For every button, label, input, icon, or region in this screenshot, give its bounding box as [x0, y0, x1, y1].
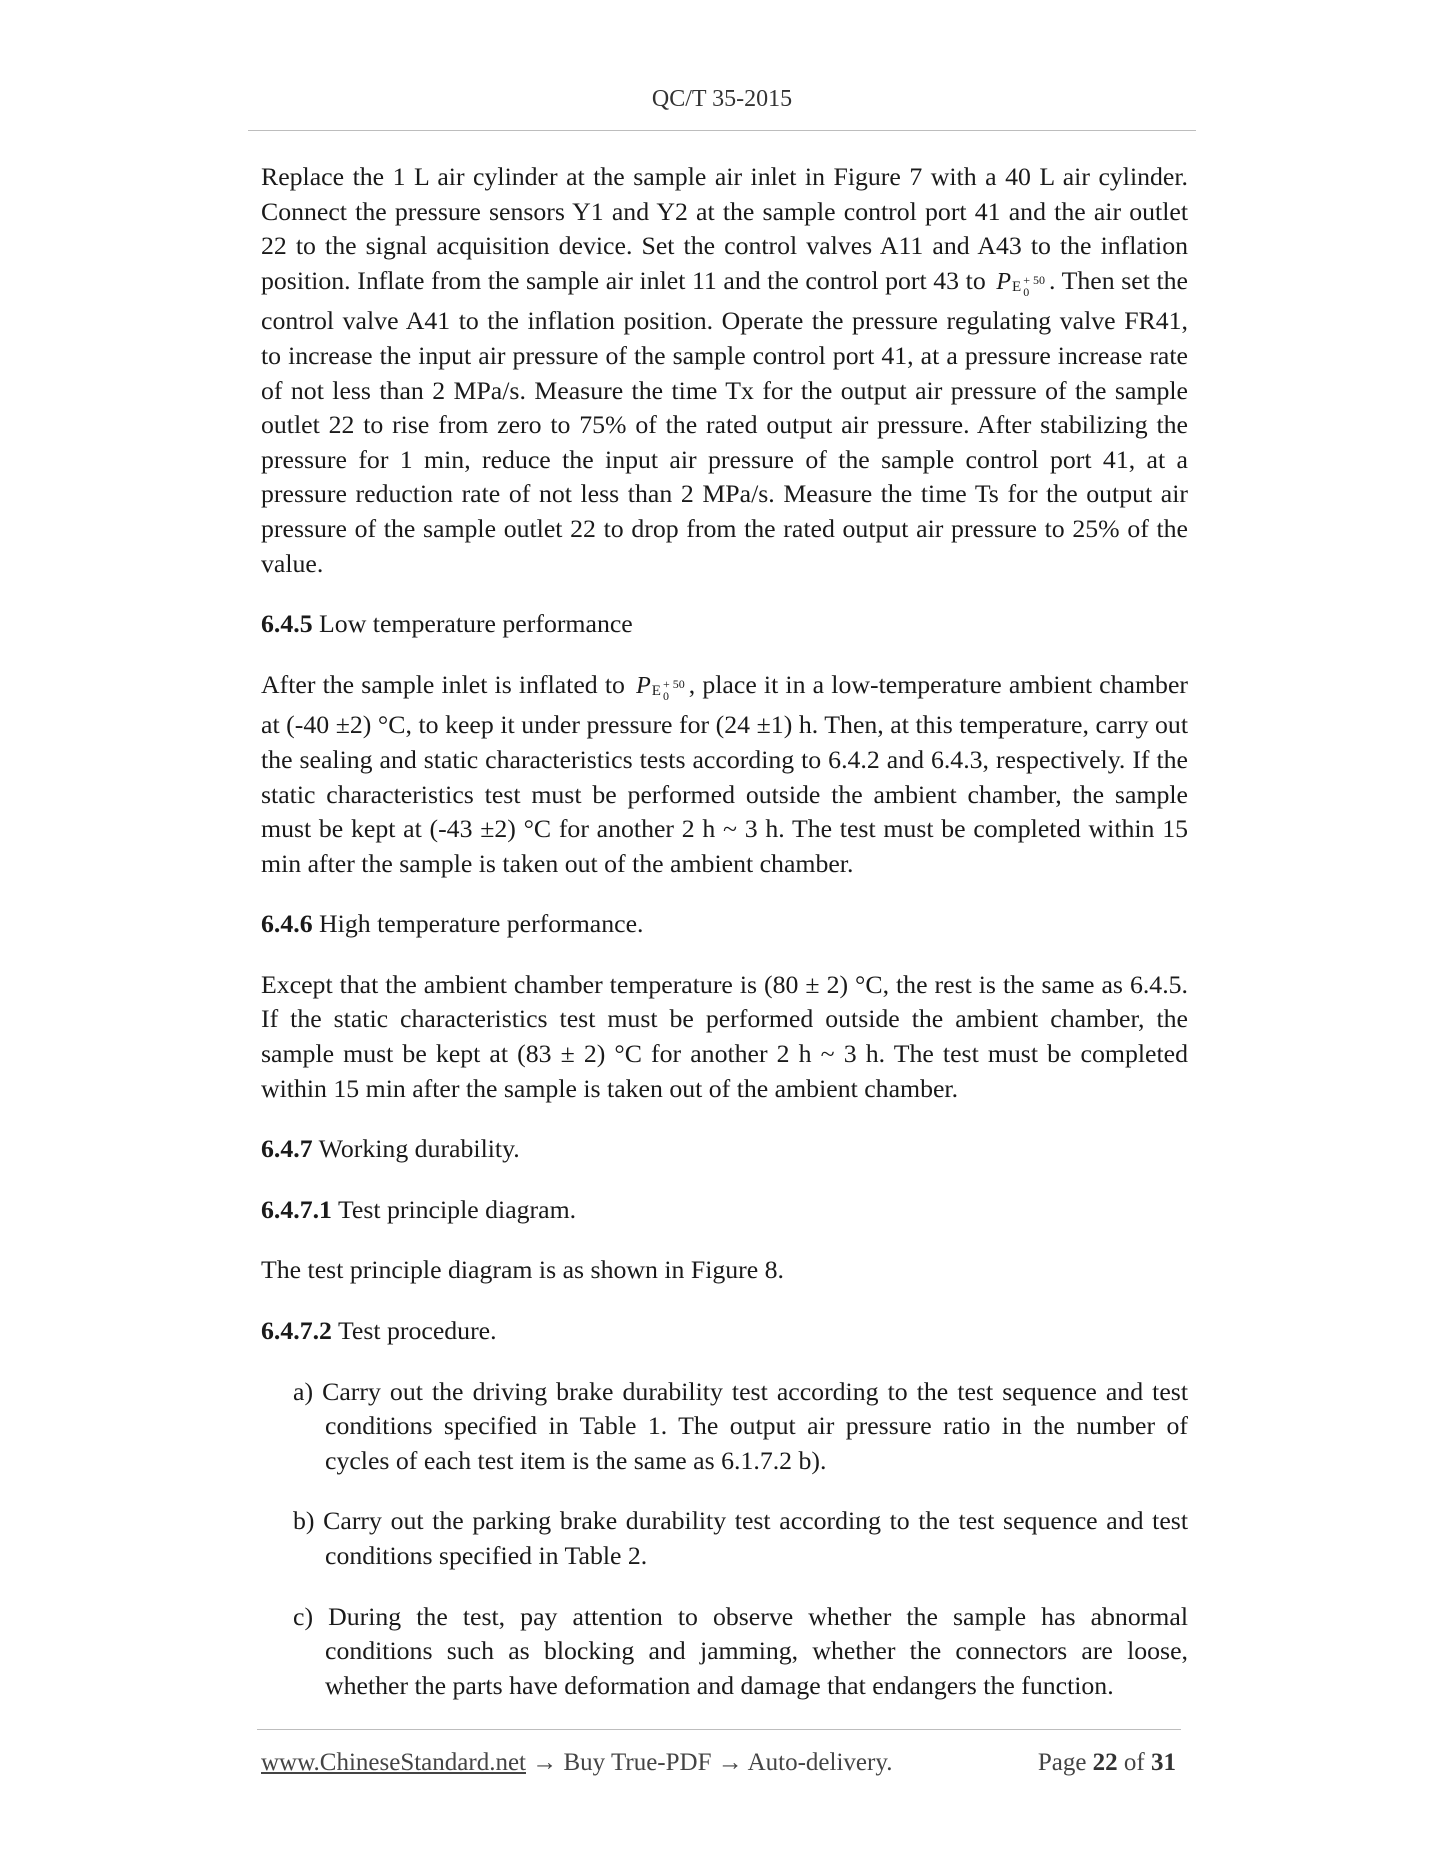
- pe-symbol: PE + 50 0: [996, 268, 1045, 299]
- paragraph-6-4-7-1: The test principle diagram is as shown in Figure 8.: [261, 1255, 785, 1285]
- paragraph-6-4-4-procedure: Replace the 1 L air cylinder at the sample air inlet in Figure 7 with a 40 L air cylinder. Connect the pressure sensors Y1 and Y2 at the sample control port 41 and the air outlet 22 to the signal acquisition device. Set the control valves A11 and A43 to the inflation position. Inflate from the sample air inlet 11 and the control port 43 to PE + 50 0 . Then set the control valve A41 to the inflation position. Operate the pressure regulating valve FR41, to increase the input air pressure of the sample control port 41, at a pressure increase rate of not less than 2 MPa/s. Measure the time Tx for the output air pressure of the sample outlet 22 to rise from zero to 75% of the rated output air pressure. After stabilizing the pressure for 1 min, reduce the input air pressure of the sample control port 41, at a pressure reduction rate of not less than 2 MPa/s. Measure the time Ts for the output air pressure of the sample outlet 22 to drop from the rated output air pressure to 25% of the value.: [261, 162, 1188, 578]
- list-item: a) Carry out the driving brake durability test according to the test sequence and test conditions specified in Table 1. The output air pressure ratio in the number of cycles of each test item is the same as 6.1.7.2 b).: [293, 1376, 1188, 1475]
- section-heading-6-4-7: 6.4.7 Working durability.: [261, 1134, 520, 1164]
- arrow-icon: →: [532, 1749, 558, 1776]
- list-item: b) Carry out the parking brake durability test according to the test sequence and test conditions specified in Table 2.: [293, 1506, 1188, 1570]
- page-number: Page 22 of 31: [1037, 1749, 1176, 1776]
- website-link[interactable]: www.ChineseStandard.net: [261, 1749, 526, 1776]
- list-item: c) During the test, pay attention to observe whether the sample has abnormal conditions such as blocking and jamming, whether the connectors are loose, whether the parts have deformation and damage that endangers the function.: [293, 1601, 1188, 1700]
- page-header: QC/T 35-2015: [651, 86, 793, 112]
- arrow-icon: →: [717, 1749, 743, 1776]
- paragraph-6-4-5: After the sample inlet is inflated to PE + 50 0 , place it in a low-temperature ambient chamber at (-40 ±2) °C, to keep it under pressure for (24 ±1) h. Then, at this temperature, carry out the sealing and static characteristics tests according to 6.4.2 and 6.4.3, respectively. If the static characteristics test must be performed outside the ambient chamber, the sample must be kept at (-43 ±2) °C for another 2 h ~ 3 h. The test must be completed within 15 min after the sample is taken out of the ambient chamber.: [261, 669, 1188, 878]
- section-heading-6-4-7-1: 6.4.7.1 Test principle diagram.: [261, 1194, 577, 1224]
- section-heading-6-4-6: 6.4.6 High temperature performance.: [261, 909, 644, 939]
- buy-pdf-link[interactable]: Buy True-PDF: [563, 1749, 712, 1776]
- pe-symbol: PE + 50 0: [636, 672, 685, 703]
- footer-divider: [257, 1729, 1181, 1730]
- document-body: [261, 160, 1188, 1729]
- paragraph-6-4-6: Except that the ambient chamber temperature is (80 ± 2) °C, the rest is the same as 6.4.5. If the static characteristics test must be performed outside the ambient chamber, the sample must be kept at (83 ± 2) °C for another 2 h ~ 3 h. The test must be completed within 15 min after the sample is taken out of the ambient chamber.: [261, 969, 1188, 1103]
- header-divider: [248, 130, 1196, 131]
- auto-delivery-text: Auto-delivery.: [747, 1749, 893, 1776]
- page-footer: [261, 1749, 1176, 1777]
- section-heading-6-4-5: 6.4.5 Low temperature performance: [261, 609, 633, 639]
- section-heading-6-4-7-2: 6.4.7.2 Test procedure.: [261, 1316, 497, 1346]
